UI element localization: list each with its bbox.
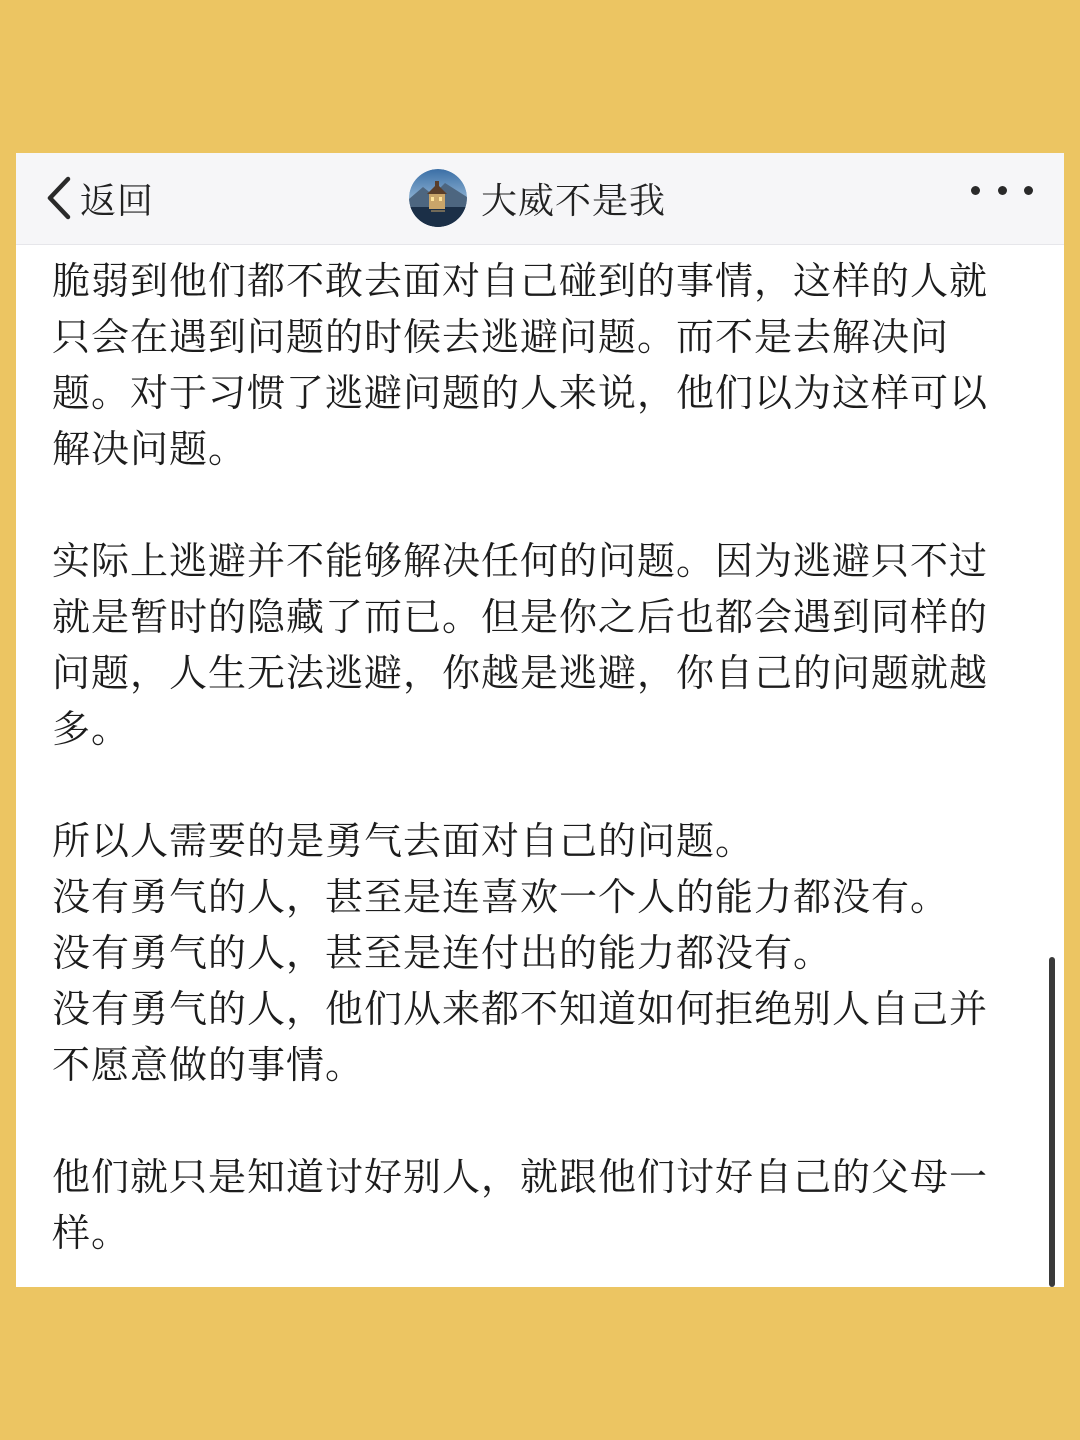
chevron-left-icon bbox=[42, 173, 76, 223]
text-line: 解决问题。 bbox=[52, 427, 248, 471]
text-line: 没有勇气的人，甚至是连付出的能力都没有。 bbox=[52, 931, 833, 975]
text-line: 实际上逃避并不能够解决任何的问题。因为逃避只不过 bbox=[52, 539, 989, 583]
text-line: 多。 bbox=[52, 707, 131, 751]
back-label: 返回 bbox=[80, 180, 155, 222]
text-line: 没有勇气的人，甚至是连喜欢一个人的能力都没有。 bbox=[52, 875, 950, 919]
author-profile[interactable] bbox=[409, 161, 666, 235]
text-line: 样。 bbox=[52, 1211, 131, 1255]
text-line: 他们就只是知道讨好别人，就跟他们讨好自己的父母一 bbox=[52, 1155, 989, 1199]
phone-screen bbox=[16, 153, 1064, 1287]
text-line: 没有勇气的人，他们从来都不知道如何拒绝别人自己并 bbox=[52, 987, 989, 1031]
text-line: 只会在遇到问题的时候去逃避问题。而不是去解决问 bbox=[52, 315, 950, 359]
article-body bbox=[52, 253, 1020, 1287]
ellipsis-icon bbox=[998, 186, 1007, 195]
text-line: 问题，人生无法逃避，你越是逃避，你自己的问题就越 bbox=[52, 651, 989, 695]
article-paragraph bbox=[52, 813, 1020, 1093]
article-paragraph bbox=[52, 533, 1020, 757]
text-line: 题。对于习惯了逃避问题的人来说，他们以为这样可以 bbox=[52, 371, 989, 415]
text-line: 所以人需要的是勇气去面对自己的问题。 bbox=[52, 819, 755, 863]
article-paragraph bbox=[52, 253, 1020, 477]
author-username[interactable]: 大威不是我 bbox=[481, 180, 667, 222]
ellipsis-icon bbox=[1024, 186, 1033, 195]
avatar[interactable] bbox=[409, 169, 467, 227]
text-line: 就是暂时的隐藏了而已。但是你之后也都会遇到同样的 bbox=[52, 595, 989, 639]
article-paragraph bbox=[52, 1149, 1020, 1261]
vertical-scrollbar[interactable] bbox=[1049, 957, 1055, 1287]
more-options-button[interactable] bbox=[971, 179, 1033, 201]
back-button[interactable] bbox=[42, 167, 154, 229]
text-line: 不愿意做的事情。 bbox=[52, 1043, 365, 1087]
text-line: 脆弱到他们都不敢去面对自己碰到的事情，这样的人就 bbox=[52, 259, 989, 303]
top-navigation-bar bbox=[16, 153, 1064, 245]
ellipsis-icon bbox=[971, 186, 980, 195]
